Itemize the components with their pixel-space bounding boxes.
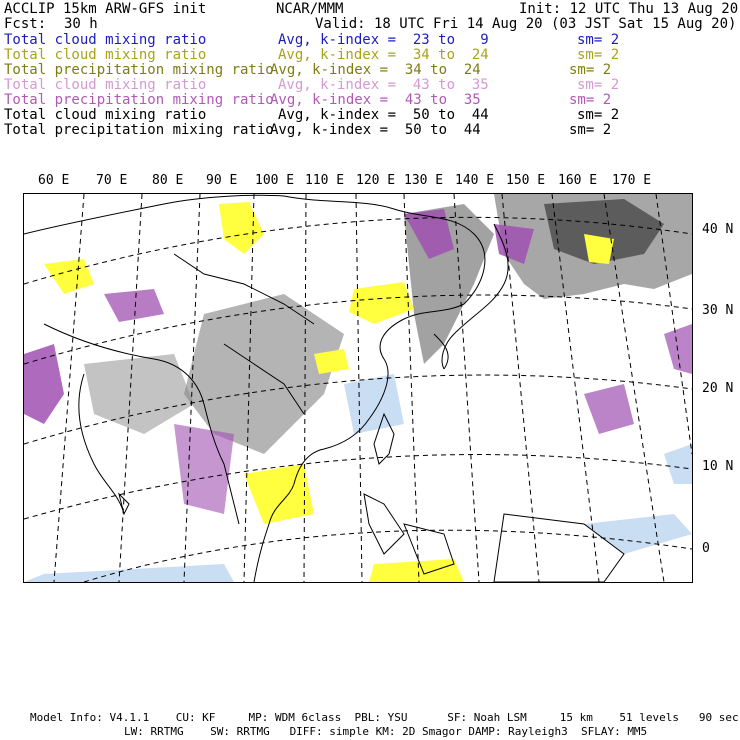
lon-label: 60 E [38, 173, 70, 188]
legend-avg: Avg, k-index = 23 to 9 [278, 32, 489, 48]
legend-field: Total cloud mixing ratio [4, 47, 207, 63]
legend-sm: sm= 2 [577, 47, 620, 63]
lon-label: 90 E [206, 173, 238, 188]
legend-avg: Avg, k-index = 43 to 35 [270, 92, 481, 108]
legend-field: Total precipitation mixing ratio [4, 62, 274, 78]
lon-label: 150 E [506, 173, 546, 188]
legend-field: Total cloud mixing ratio [4, 107, 207, 123]
lon-label: 80 E [152, 173, 184, 188]
legend-field: Total cloud mixing ratio [4, 77, 207, 93]
legend-sm: sm= 2 [569, 122, 612, 138]
lat-label: 40 N [702, 222, 734, 237]
valid-time: Valid: 18 UTC Fri 14 Aug 20 (03 JST Sat 15 Aug 20) [315, 16, 737, 32]
legend-avg: Avg, k-index = 50 to 44 [270, 122, 481, 138]
legend-avg: Avg, k-index = 34 to 24 [270, 62, 481, 78]
map-canvas [24, 194, 692, 582]
legend-sm: sm= 2 [577, 107, 620, 123]
legend-field: Total precipitation mixing ratio [4, 92, 274, 108]
legend-sm: sm= 2 [577, 77, 620, 93]
fcst-label: Fcst: [4, 16, 47, 32]
legend-avg: Avg, k-index = 43 to 35 [278, 77, 489, 93]
legend-sm: sm= 2 [569, 62, 612, 78]
legend-field: Total cloud mixing ratio [4, 32, 207, 48]
legend-avg: Avg, k-index = 50 to 44 [278, 107, 489, 123]
center-label: NCAR/MMM [276, 1, 344, 17]
model-title: ACCLIP 15km ARW-GFS init [4, 1, 207, 17]
lon-label: 120 E [356, 173, 396, 188]
legend-sm: sm= 2 [569, 92, 612, 108]
lon-label: 70 E [96, 173, 128, 188]
lat-label: 10 N [702, 459, 734, 474]
legend-avg: Avg, k-index = 34 to 24 [278, 47, 489, 63]
lon-label: 140 E [455, 173, 495, 188]
lon-label: 110 E [305, 173, 345, 188]
lon-label: 170 E [612, 173, 652, 188]
forecast-map [23, 193, 693, 583]
lon-label: 100 E [255, 173, 295, 188]
lat-label: 0 [702, 541, 710, 556]
fcst-value: 30 h [64, 16, 98, 32]
model-info: Model Info: V4.1.1 CU: KF MP: WDM 6class PBL: YSU SF: Noah LSM 15 km 51 levels 90 sec [30, 711, 739, 724]
lat-label: 30 N [702, 303, 734, 318]
lon-label: 130 E [404, 173, 444, 188]
lat-label: 20 N [702, 381, 734, 396]
init-time: Init: 12 UTC Thu 13 Aug 20 [519, 1, 739, 17]
legend-field: Total precipitation mixing ratio [4, 122, 274, 138]
model-physics: LW: RRTMG SW: RRTMG DIFF: simple KM: 2D Smagor DAMP: Rayleigh3 SFLAY: MM5 [124, 725, 648, 738]
legend-sm: sm= 2 [577, 32, 620, 48]
lon-label: 160 E [558, 173, 598, 188]
